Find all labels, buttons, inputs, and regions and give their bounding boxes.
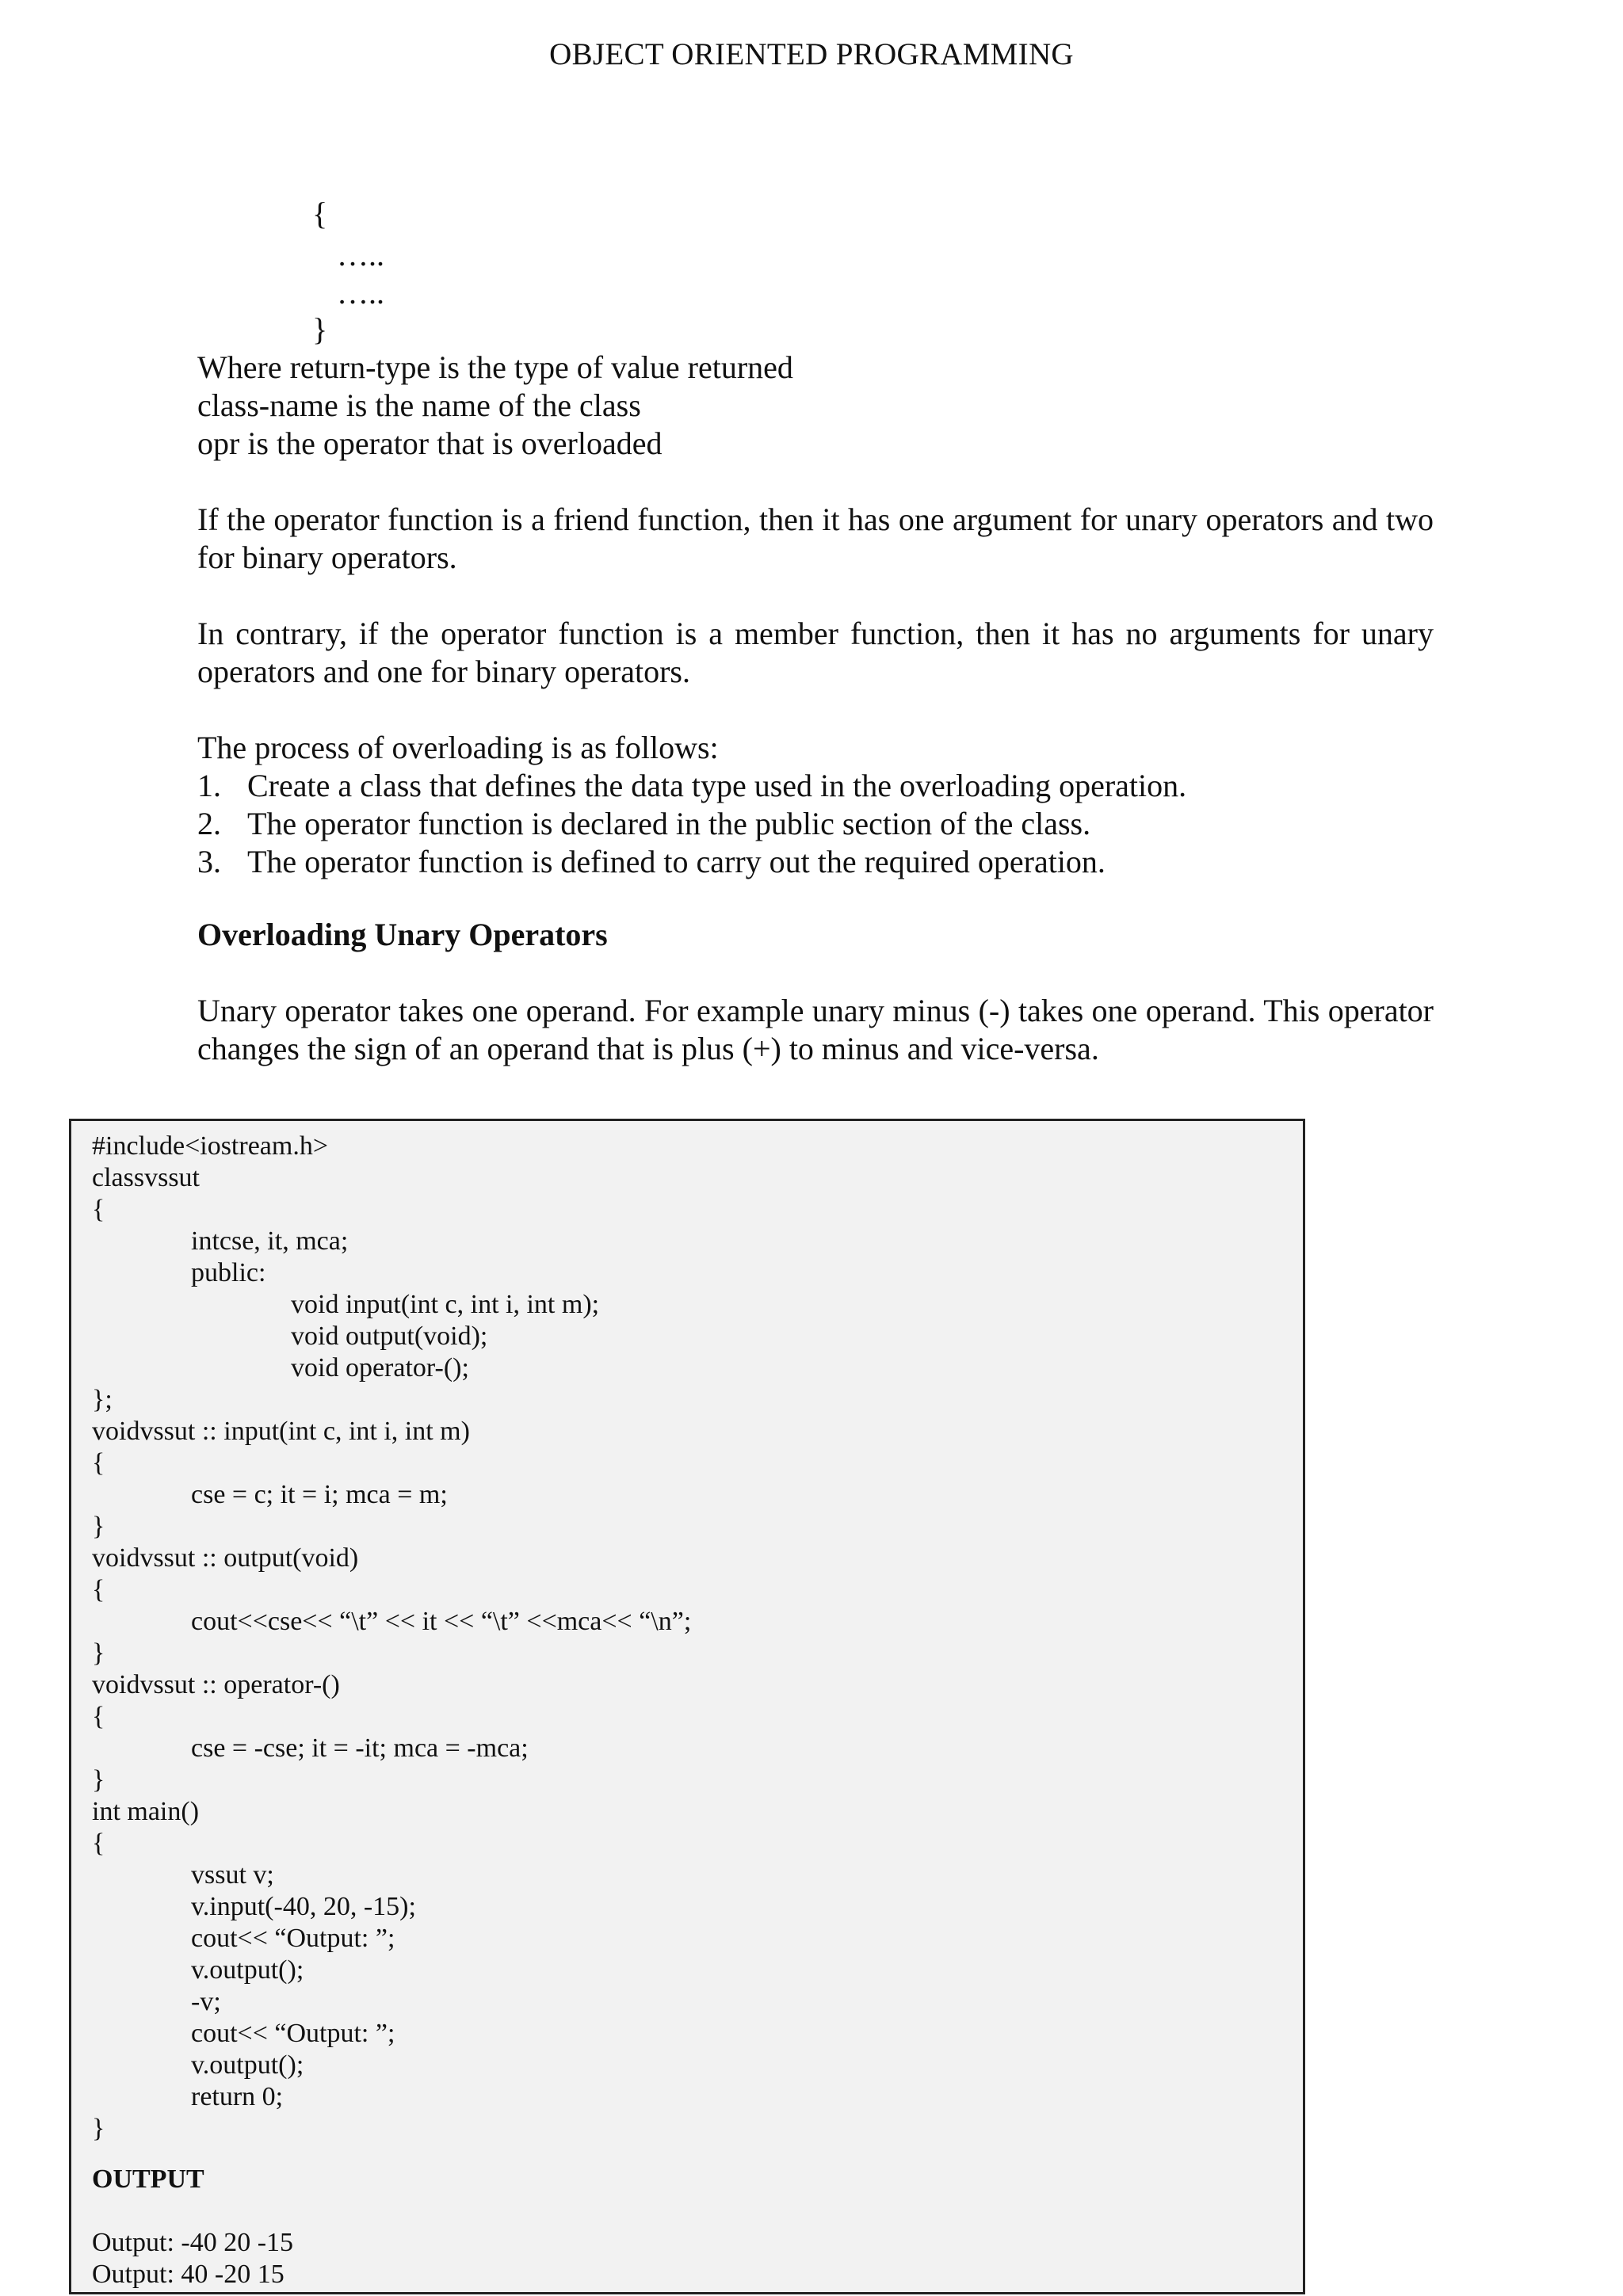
code-line: classvssut bbox=[92, 1163, 200, 1192]
snippet-close-brace: } bbox=[312, 311, 328, 347]
process-block bbox=[197, 729, 1434, 881]
output-line: Output: -40 20 -15 bbox=[92, 2228, 294, 2257]
snippet-ellipsis: ….. bbox=[337, 275, 384, 311]
code-line: voidvssut :: operator-() bbox=[92, 1670, 340, 1699]
code-line: v.output(); bbox=[191, 1955, 304, 1985]
section-heading: Overloading Unary Operators bbox=[197, 917, 608, 952]
process-steps bbox=[197, 767, 1434, 881]
process-intro: The process of overloading is as follows: bbox=[197, 730, 719, 765]
code-line: { bbox=[92, 1829, 105, 1858]
snippet-open-brace: { bbox=[312, 196, 328, 231]
code-line: } bbox=[92, 1765, 105, 1794]
step-text: Create a class that defines the data type used in the overloading operation. bbox=[247, 768, 1187, 803]
code-line: { bbox=[92, 1448, 105, 1478]
code-line: cout<<cse<< “\t” << it << “\t” <<mca<< “\n”; bbox=[191, 1607, 692, 1636]
code-line: void input(int c, int i, int m); bbox=[291, 1290, 600, 1319]
code-line: } bbox=[92, 2114, 105, 2143]
process-step bbox=[197, 843, 1434, 881]
code-line: { bbox=[92, 1195, 105, 1224]
code-line: cout<< “Output: ”; bbox=[191, 2019, 395, 2048]
step-number: 2. bbox=[197, 806, 221, 841]
definition-class-name: class-name is the name of the class bbox=[197, 387, 641, 423]
code-line: cse = c; it = i; mca = m; bbox=[191, 1480, 448, 1509]
paragraph-friend-function: If the operator function is a friend function, then it has one argument for unary operators and two for binary operators. bbox=[197, 502, 1434, 575]
code-line: } bbox=[92, 1512, 105, 1541]
process-step bbox=[197, 805, 1434, 843]
definitions-block bbox=[197, 349, 1434, 463]
step-text: The operator function is defined to carry out the required operation. bbox=[247, 844, 1106, 879]
code-line: void operator-(); bbox=[291, 1353, 469, 1383]
code-line: intcse, it, mca; bbox=[191, 1226, 349, 1256]
step-text: The operator function is declared in the public section of the class. bbox=[247, 806, 1091, 841]
code-line: v.input(-40, 20, -15); bbox=[191, 1892, 416, 1921]
code-line: { bbox=[92, 1702, 105, 1731]
process-step bbox=[197, 767, 1434, 805]
snippet-ellipsis: ….. bbox=[337, 237, 384, 273]
code-line: v.output(); bbox=[191, 2050, 304, 2080]
code-line: vssut v; bbox=[191, 1860, 274, 1890]
code-line: return 0; bbox=[191, 2082, 284, 2111]
code-line: #include<iostream.h> bbox=[92, 1131, 328, 1161]
definition-opr: opr is the operator that is overloaded bbox=[197, 425, 663, 461]
paragraph-member-function: In contrary, if the operator function is a member function, then it has no arguments for unary operators and one for binary operators. bbox=[197, 616, 1434, 689]
code-line: { bbox=[92, 1575, 105, 1604]
code-line: int main() bbox=[92, 1797, 200, 1826]
page-header: OBJECT ORIENTED PROGRAMMING bbox=[549, 37, 1074, 71]
code-line: }; bbox=[92, 1385, 113, 1414]
code-line: -v; bbox=[191, 1987, 221, 2016]
section-body: Unary operator takes one operand. For example unary minus (-) takes one operand. This operator changes the sign of an operand that is plus (+) to minus and vice-versa. bbox=[197, 993, 1434, 1066]
code-line: void output(void); bbox=[291, 1322, 488, 1351]
output-line: Output: 40 -20 15 bbox=[92, 2260, 285, 2289]
step-number: 1. bbox=[197, 768, 221, 803]
code-line: } bbox=[92, 1638, 105, 1668]
code-listing-box bbox=[69, 1119, 1305, 2294]
step-number: 3. bbox=[197, 844, 221, 879]
code-line: voidvssut :: output(void) bbox=[92, 1543, 359, 1573]
code-line: voidvssut :: input(int c, int i, int m) bbox=[92, 1417, 470, 1446]
code-line: cout<< “Output: ”; bbox=[191, 1924, 395, 1953]
code-line: public: bbox=[191, 1258, 266, 1287]
code-lines bbox=[92, 1131, 691, 2145]
code-line: cse = -cse; it = -it; mca = -mca; bbox=[191, 1733, 529, 1763]
output-lines bbox=[92, 2227, 293, 2290]
output-heading: OUTPUT bbox=[92, 2164, 204, 2194]
definition-return-type: Where return-type is the type of value returned bbox=[197, 349, 793, 385]
